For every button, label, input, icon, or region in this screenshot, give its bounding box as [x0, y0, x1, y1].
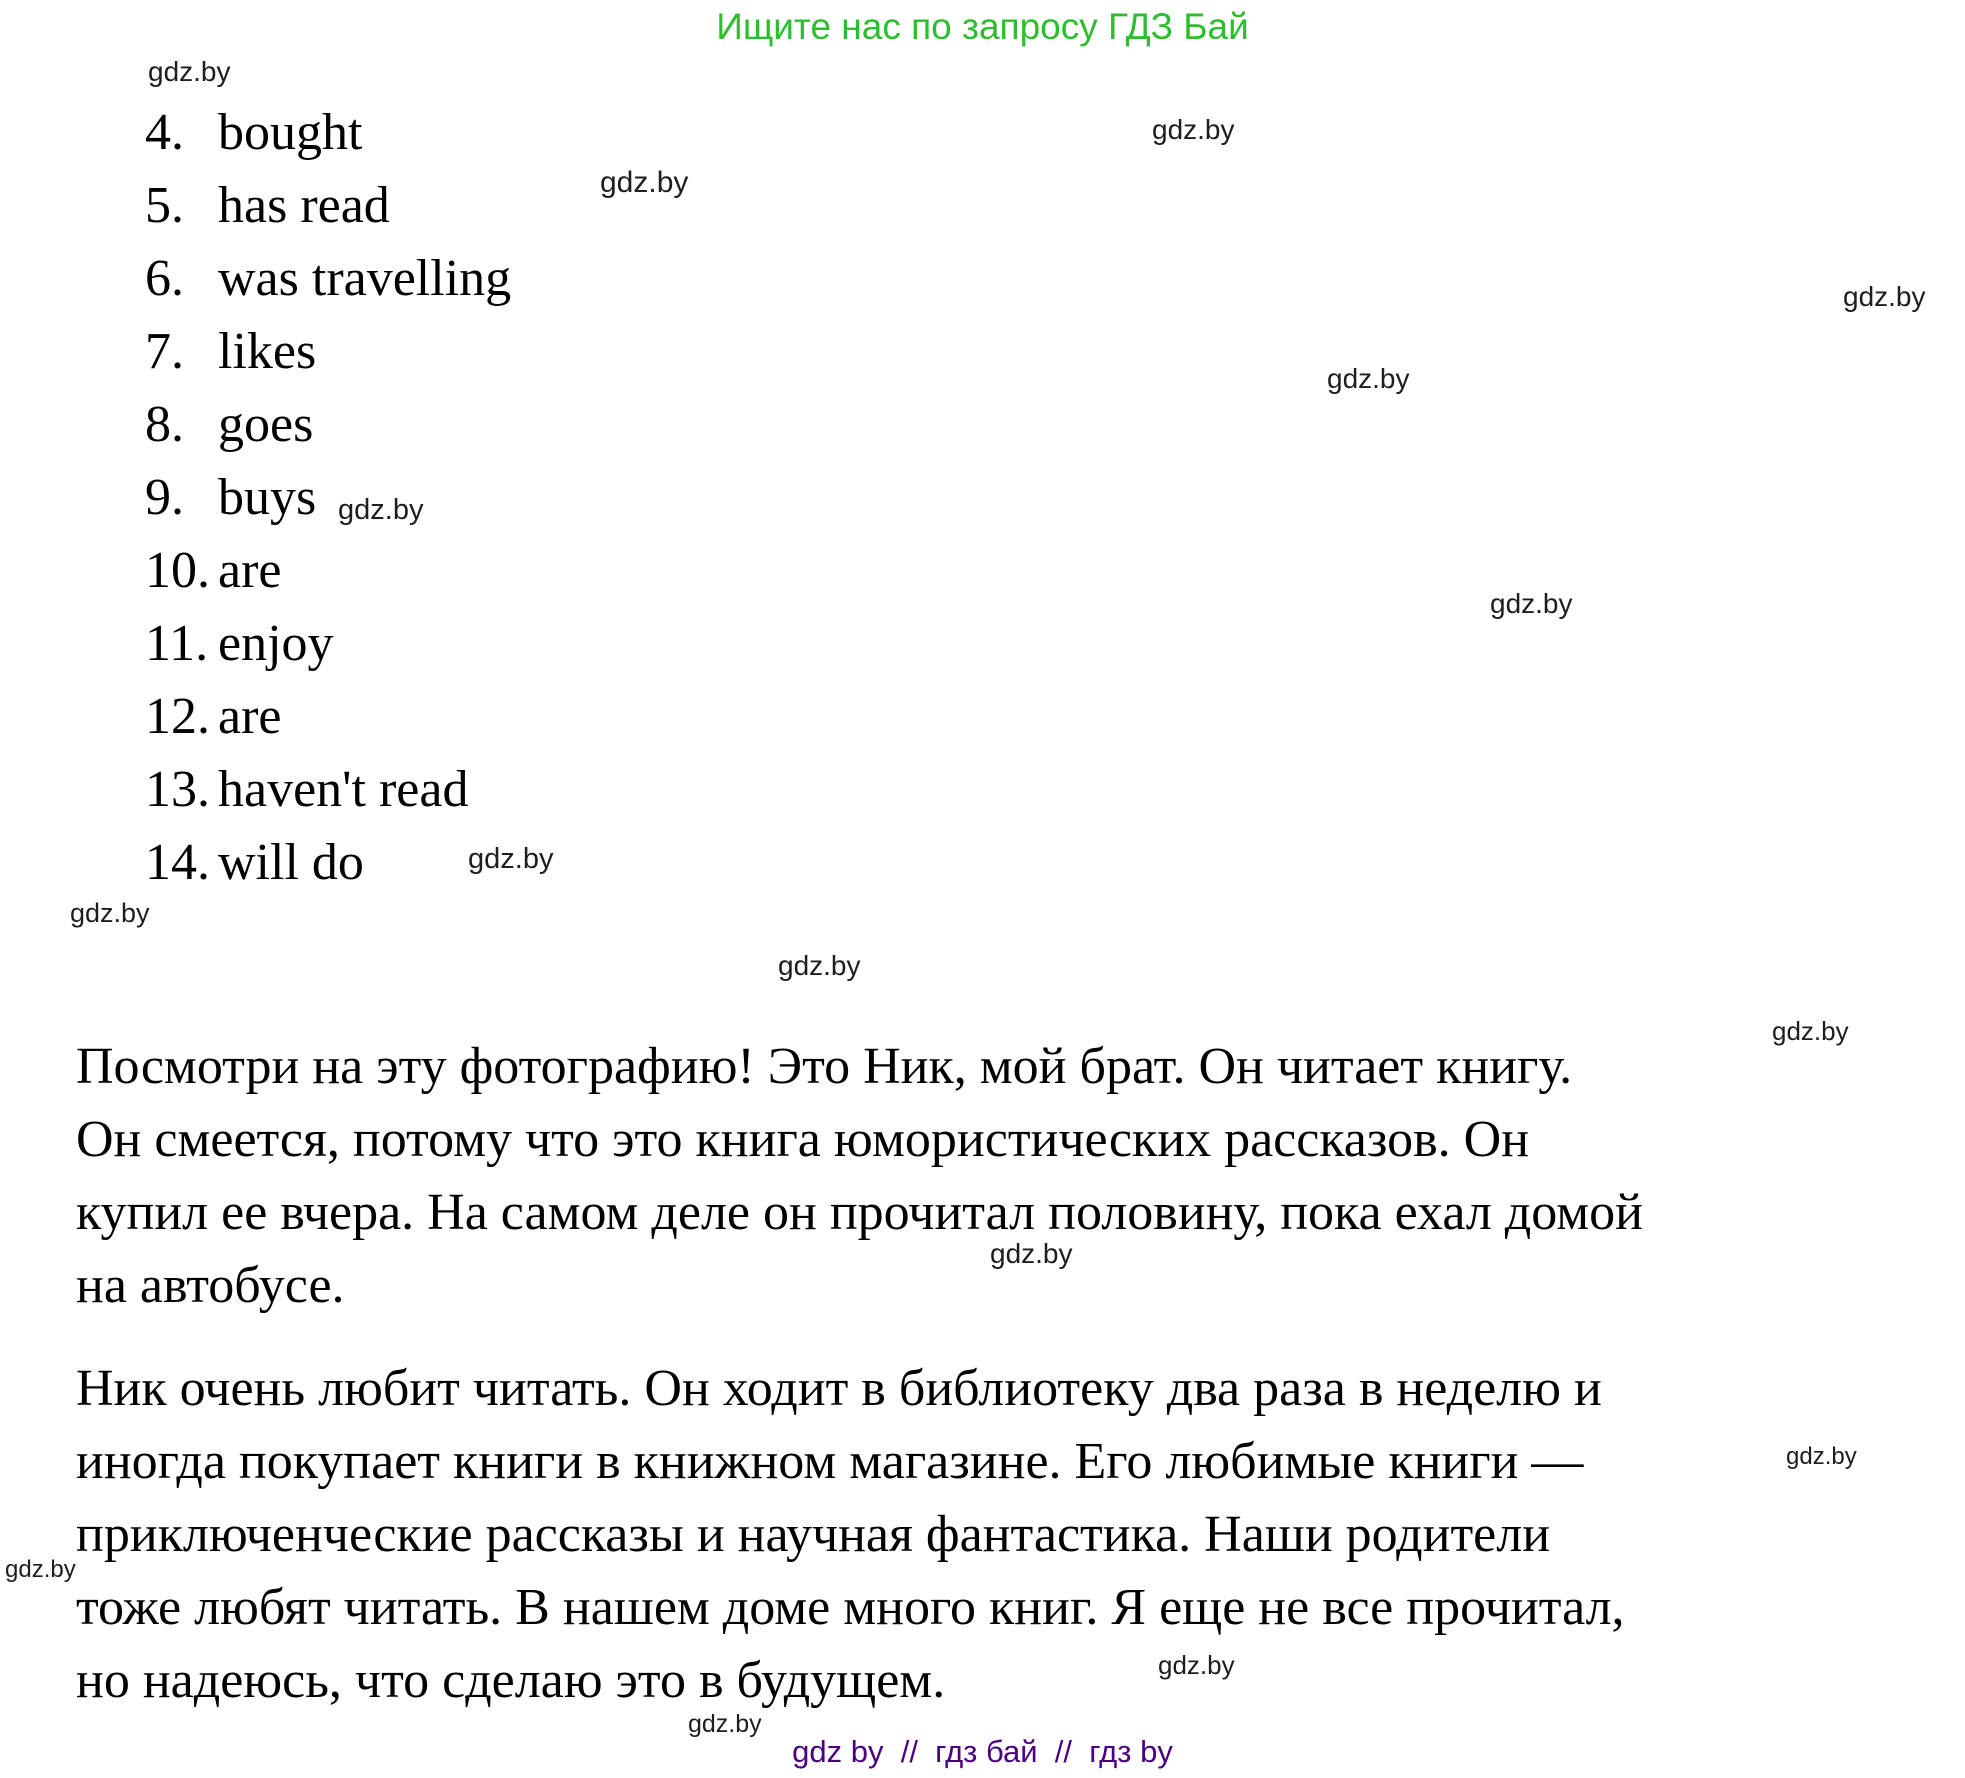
translation-paragraph-1	[76, 1030, 1643, 1322]
gdz-watermark: gdz.by	[688, 1710, 762, 1738]
answer-item	[145, 461, 511, 534]
answer-text: are	[218, 688, 282, 745]
answer-text: bought	[218, 104, 363, 161]
answer-item	[145, 753, 511, 826]
answer-item	[145, 534, 511, 607]
footer-branding: gdz by // гдз бай // гдз by	[792, 1734, 1173, 1769]
gdz-watermark: gdz.by	[1152, 114, 1235, 145]
answer-list	[145, 96, 511, 899]
answer-text: was travelling	[218, 250, 512, 307]
answer-number: 8.	[145, 396, 184, 453]
answer-number: 7.	[145, 323, 184, 380]
paragraph-line: тоже любят читать. В нашем доме много книг. Я еще не все прочитал,	[76, 1579, 1625, 1636]
answer-number: 12.	[145, 688, 210, 745]
gdz-watermark: gdz.by	[70, 898, 150, 928]
gdz-watermark: gdz.by	[1772, 1016, 1849, 1046]
gdz-watermark: gdz.by	[600, 166, 689, 199]
answer-number: 5.	[145, 177, 184, 234]
paragraph-line: Посмотри на эту фотографию! Это Ник, мой брат. Он читает книгу.	[76, 1038, 1573, 1095]
answer-item	[145, 242, 511, 315]
answer-text: haven't read	[218, 761, 469, 818]
gdz-watermark: gdz.by	[1843, 281, 1926, 312]
answer-item	[145, 680, 511, 753]
paragraph-line: иногда покупает книги в книжном магазине. Его любимые книги —	[76, 1433, 1584, 1490]
answer-item	[145, 169, 511, 242]
paragraph-line: но надеюсь, что сделаю это в будущем.	[76, 1652, 946, 1709]
paragraph-line: на автобусе.	[76, 1257, 345, 1314]
answer-item	[145, 826, 511, 899]
gdz-watermark: gdz.by	[1327, 363, 1410, 394]
translation-paragraph-2	[76, 1352, 1625, 1717]
gdz-watermark: gdz.by	[1786, 1443, 1857, 1470]
paragraph-line: приключенческие рассказы и научная фантастика. Наши родители	[76, 1506, 1551, 1563]
gdz-watermark: gdz.by	[468, 843, 554, 875]
answer-number: 4.	[145, 104, 184, 161]
answer-number: 14.	[145, 834, 210, 891]
gdz-watermark: gdz.by	[1490, 588, 1573, 619]
paragraph-line: Он смеется, потому что это книга юмористических рассказов. Он	[76, 1111, 1530, 1168]
answer-item	[145, 607, 511, 680]
answer-number: 13.	[145, 761, 210, 818]
answer-item	[145, 96, 511, 169]
answer-text: has read	[218, 177, 390, 234]
answer-text: will do	[218, 834, 364, 891]
answer-item	[145, 388, 511, 461]
gdz-watermark: gdz.by	[148, 56, 231, 87]
answer-text: buys	[218, 469, 317, 526]
answer-text: goes	[218, 396, 314, 453]
gdz-watermark: gdz.by	[5, 1556, 76, 1583]
paragraph-line: Ник очень любит читать. Он ходит в библиотеку два раза в неделю и	[76, 1360, 1602, 1417]
answer-text: are	[218, 542, 282, 599]
answer-text: likes	[218, 323, 317, 380]
answer-number: 10.	[145, 542, 210, 599]
gdz-watermark: gdz.by	[338, 494, 424, 526]
answer-item	[145, 315, 511, 388]
paragraph-line: купил ее вчера. На самом деле он прочитал половину, пока ехал домой	[76, 1184, 1644, 1241]
answer-number: 11.	[145, 615, 209, 672]
promo-header: Ищите нас по запросу ГДЗ Бай	[716, 6, 1249, 47]
gdz-watermark: gdz.by	[1158, 1650, 1235, 1680]
answer-number: 9.	[145, 469, 184, 526]
gdz-watermark: gdz.by	[778, 950, 861, 981]
gdz-watermark: gdz.by	[990, 1238, 1073, 1269]
answer-text: enjoy	[218, 615, 334, 672]
answer-number: 6.	[145, 250, 184, 307]
